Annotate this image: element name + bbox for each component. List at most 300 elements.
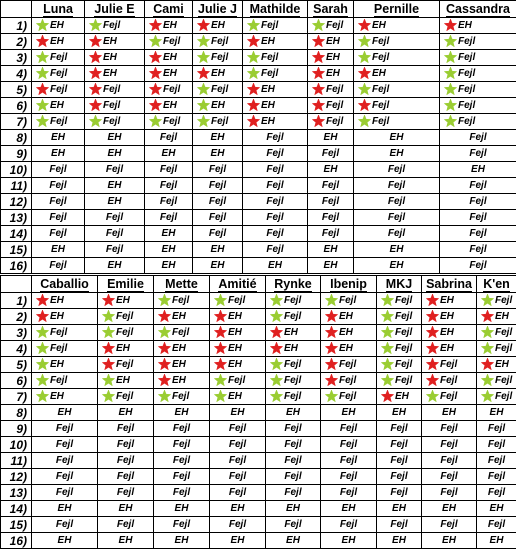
result-cell xyxy=(85,242,145,258)
row-number: 2) xyxy=(1,309,32,325)
column-header xyxy=(266,276,321,293)
result-cell xyxy=(145,162,193,178)
result-cell xyxy=(321,437,377,453)
green-star-icon xyxy=(102,374,115,387)
result-label: EH xyxy=(107,259,122,271)
corner-cell xyxy=(1,1,32,18)
red-star-icon xyxy=(149,51,162,64)
result-cell xyxy=(377,325,422,341)
result-cell xyxy=(32,533,98,549)
result-cell xyxy=(145,98,193,114)
result-cell xyxy=(154,453,210,469)
result-cell xyxy=(440,66,516,82)
result-cell xyxy=(377,517,422,533)
result-cell xyxy=(32,242,85,258)
table-row xyxy=(1,226,516,242)
row-number: 1) xyxy=(1,18,32,34)
result-cell xyxy=(308,242,354,258)
result-label: Fejl xyxy=(172,470,191,482)
red-star-icon xyxy=(358,19,371,32)
result-cell xyxy=(440,162,516,178)
result-label: EH xyxy=(284,343,298,354)
result-cell xyxy=(422,389,477,405)
result-label: Fejl xyxy=(116,359,134,370)
result-label: EH xyxy=(341,406,356,418)
result-cell xyxy=(266,421,321,437)
green-star-icon xyxy=(197,51,210,64)
result-cell xyxy=(477,453,516,469)
red-star-icon xyxy=(312,35,325,48)
results-table-1 xyxy=(0,0,516,274)
green-star-icon xyxy=(381,310,394,323)
result-cell xyxy=(154,389,210,405)
result-cell xyxy=(145,146,193,162)
result-cell xyxy=(321,453,377,469)
result-label: Fejl xyxy=(440,518,458,530)
result-cell xyxy=(243,258,308,274)
table-row xyxy=(1,389,516,405)
result-label: EH xyxy=(161,243,176,255)
result-label: Fejl xyxy=(159,195,178,207)
result-label: Fejl xyxy=(211,116,229,127)
green-star-icon xyxy=(270,374,283,387)
result-label: EH xyxy=(230,502,245,514)
green-star-icon xyxy=(89,19,102,32)
result-label: Fejl xyxy=(387,211,406,223)
result-label: Fejl xyxy=(395,375,413,386)
row-number: 3) xyxy=(1,50,32,66)
result-label: EH xyxy=(50,100,64,111)
result-cell xyxy=(193,130,243,146)
result-cell xyxy=(308,258,354,274)
result-label: Fejl xyxy=(50,68,68,79)
result-label: Fejl xyxy=(266,195,284,207)
result-label: Fejl xyxy=(339,454,358,466)
result-cell xyxy=(32,66,85,82)
result-label: Fejl xyxy=(163,36,181,47)
row-number: 14) xyxy=(1,501,32,517)
result-label: EH xyxy=(323,243,338,255)
result-label: EH xyxy=(107,195,122,207)
green-star-icon xyxy=(358,51,371,64)
red-star-icon xyxy=(444,19,457,32)
result-cell xyxy=(193,194,243,210)
result-cell xyxy=(210,341,266,357)
red-star-icon xyxy=(158,358,171,371)
result-cell xyxy=(98,485,154,501)
result-label: EH xyxy=(389,243,404,255)
result-cell xyxy=(98,421,154,437)
table-row xyxy=(1,66,516,82)
result-cell xyxy=(354,66,440,82)
result-label: Fejl xyxy=(50,375,68,386)
red-star-icon xyxy=(312,51,325,64)
result-cell xyxy=(321,389,377,405)
green-star-icon xyxy=(444,51,457,64)
result-label: EH xyxy=(339,311,353,322)
result-label: EH xyxy=(163,20,177,31)
result-cell xyxy=(243,50,308,66)
green-star-icon xyxy=(36,115,49,128)
result-cell xyxy=(210,485,266,501)
result-label: Fejl xyxy=(284,422,302,434)
result-cell xyxy=(154,437,210,453)
red-star-icon xyxy=(426,294,439,307)
green-star-icon xyxy=(444,99,457,112)
result-label: EH xyxy=(107,179,122,191)
result-label: EH xyxy=(395,391,409,402)
result-cell xyxy=(440,98,516,114)
result-cell xyxy=(210,405,266,421)
result-cell xyxy=(98,405,154,421)
result-cell xyxy=(321,373,377,389)
result-label: EH xyxy=(50,391,64,402)
result-label: EH xyxy=(442,406,456,418)
result-label: Fejl xyxy=(440,359,458,370)
result-cell xyxy=(321,533,377,549)
red-star-icon xyxy=(426,310,439,323)
green-star-icon xyxy=(481,342,494,355)
column-header xyxy=(154,276,210,293)
result-cell xyxy=(422,309,477,325)
result-label: Fejl xyxy=(458,100,476,111)
result-label: Fejl xyxy=(172,391,190,402)
green-star-icon xyxy=(36,99,49,112)
result-cell xyxy=(266,533,321,549)
table-row xyxy=(1,114,516,130)
table-row xyxy=(1,98,516,114)
result-label: Fejl xyxy=(266,243,284,255)
result-label: EH xyxy=(116,343,130,354)
result-cell xyxy=(145,130,193,146)
result-label: Fejl xyxy=(487,518,506,530)
result-label: Fejl xyxy=(103,84,121,95)
result-cell xyxy=(32,357,98,373)
green-star-icon xyxy=(36,358,49,371)
result-label: Fejl xyxy=(163,116,181,127)
result-cell xyxy=(193,34,243,50)
result-cell xyxy=(32,373,98,389)
result-label: Fejl xyxy=(469,179,487,191)
red-star-icon xyxy=(481,310,494,323)
result-label: Fejl xyxy=(390,518,408,530)
table-row xyxy=(1,18,516,34)
result-label: EH xyxy=(392,502,406,514)
result-label: EH xyxy=(339,343,353,354)
result-cell xyxy=(32,517,98,533)
result-cell xyxy=(243,242,308,258)
result-cell xyxy=(243,114,308,130)
participant-name: Luna xyxy=(43,1,73,16)
result-label: Fejl xyxy=(261,20,279,31)
red-star-icon xyxy=(102,342,115,355)
green-star-icon xyxy=(197,83,210,96)
result-label: EH xyxy=(261,100,275,111)
result-cell xyxy=(266,517,321,533)
result-cell xyxy=(422,469,477,485)
result-cell xyxy=(243,130,308,146)
result-cell xyxy=(32,309,98,325)
result-cell xyxy=(266,501,321,517)
result-label: Fejl xyxy=(116,438,135,450)
result-cell xyxy=(32,178,85,194)
column-header xyxy=(477,276,516,293)
table-row xyxy=(1,453,516,469)
result-label: Fejl xyxy=(228,454,247,466)
result-cell xyxy=(32,210,85,226)
results-table-2 xyxy=(0,275,516,549)
result-cell xyxy=(308,210,354,226)
result-cell xyxy=(354,194,440,210)
table-row xyxy=(1,405,516,421)
result-cell xyxy=(422,293,477,309)
red-star-icon xyxy=(312,115,325,128)
result-cell xyxy=(98,517,154,533)
green-star-icon xyxy=(214,374,227,387)
result-label: EH xyxy=(392,406,406,418)
red-star-icon xyxy=(89,35,102,48)
result-cell xyxy=(243,162,308,178)
green-star-icon xyxy=(270,310,283,323)
result-label: Fejl xyxy=(50,343,68,354)
participant-name: Mathilde xyxy=(249,1,301,16)
table-row xyxy=(1,130,516,146)
result-label: Fejl xyxy=(395,343,413,354)
participant-name: Sarah xyxy=(313,1,348,16)
result-cell xyxy=(377,485,422,501)
result-cell xyxy=(440,226,516,242)
row-number: 4) xyxy=(1,341,32,357)
result-label: Fejl xyxy=(49,259,67,271)
result-cell xyxy=(154,357,210,373)
result-cell xyxy=(422,325,477,341)
row-number: 16) xyxy=(1,533,32,549)
row-number: 12) xyxy=(1,469,32,485)
row-number: 13) xyxy=(1,485,32,501)
green-star-icon xyxy=(481,390,494,403)
result-label: Fejl xyxy=(326,20,344,31)
result-label: Fejl xyxy=(105,243,124,255)
result-label: Fejl xyxy=(469,243,487,255)
result-label: Fejl xyxy=(390,470,408,482)
table-row xyxy=(1,146,516,162)
result-cell xyxy=(440,34,516,50)
result-cell xyxy=(32,130,85,146)
result-cell xyxy=(210,389,266,405)
result-cell xyxy=(354,18,440,34)
result-cell xyxy=(321,485,377,501)
result-label: Fejl xyxy=(172,486,191,498)
red-star-icon xyxy=(149,19,162,32)
row-number: 9) xyxy=(1,146,32,162)
participant-name: Ibenip xyxy=(330,276,367,291)
result-label: Fejl xyxy=(321,211,340,223)
result-label: Fejl xyxy=(321,227,340,239)
participant-name: Cassandra xyxy=(446,1,510,16)
red-star-icon xyxy=(381,390,394,403)
result-label: Fejl xyxy=(266,131,284,143)
green-star-icon xyxy=(312,19,325,32)
result-label: Fejl xyxy=(284,375,302,386)
result-label: Fejl xyxy=(55,422,74,434)
result-label: Fejl xyxy=(339,438,358,450)
result-cell xyxy=(321,357,377,373)
result-label: Fejl xyxy=(339,470,358,482)
result-label: Fejl xyxy=(105,211,124,223)
result-label: EH xyxy=(228,343,242,354)
result-label: EH xyxy=(50,36,64,47)
result-label: EH xyxy=(286,502,300,514)
result-label: Fejl xyxy=(495,343,513,354)
result-cell xyxy=(32,162,85,178)
participant-name: Julie E xyxy=(94,1,135,16)
result-cell xyxy=(243,66,308,82)
red-star-icon xyxy=(270,326,283,339)
red-star-icon xyxy=(214,326,227,339)
result-label: EH xyxy=(326,68,340,79)
red-star-icon xyxy=(325,326,338,339)
red-star-icon xyxy=(36,35,49,48)
red-star-icon xyxy=(325,310,338,323)
result-cell xyxy=(85,258,145,274)
result-label: Fejl xyxy=(159,131,178,143)
column-header xyxy=(377,276,422,293)
result-label: Fejl xyxy=(390,422,408,434)
result-cell xyxy=(32,325,98,341)
result-cell xyxy=(308,226,354,242)
result-cell xyxy=(210,437,266,453)
result-cell xyxy=(477,469,516,485)
result-cell xyxy=(154,405,210,421)
table-row xyxy=(1,421,516,437)
result-cell xyxy=(193,98,243,114)
result-cell xyxy=(266,341,321,357)
result-label: Fejl xyxy=(387,195,406,207)
row-number: 15) xyxy=(1,517,32,533)
result-cell xyxy=(321,501,377,517)
result-label: Fejl xyxy=(495,375,513,386)
green-star-icon xyxy=(358,115,371,128)
green-star-icon xyxy=(325,294,338,307)
result-label: Fejl xyxy=(228,470,247,482)
result-cell xyxy=(266,293,321,309)
result-cell xyxy=(308,162,354,178)
red-star-icon xyxy=(247,99,260,112)
table-row xyxy=(1,501,516,517)
header-row xyxy=(1,276,516,293)
result-cell xyxy=(308,18,354,34)
result-label: EH xyxy=(210,131,225,143)
green-star-icon xyxy=(197,115,210,128)
result-cell xyxy=(354,226,440,242)
result-label: Fejl xyxy=(487,470,506,482)
row-number: 14) xyxy=(1,226,32,242)
result-cell xyxy=(440,242,516,258)
table-row xyxy=(1,242,516,258)
result-cell xyxy=(85,98,145,114)
result-label: EH xyxy=(261,36,275,47)
corner-cell xyxy=(1,276,32,293)
result-cell xyxy=(98,341,154,357)
result-label: Fejl xyxy=(116,470,135,482)
result-label: Fejl xyxy=(103,20,121,31)
result-label: Fejl xyxy=(103,116,121,127)
red-star-icon xyxy=(158,374,171,387)
result-label: EH xyxy=(172,359,186,370)
result-cell xyxy=(85,34,145,50)
result-label: Fejl xyxy=(284,311,302,322)
result-label: EH xyxy=(51,147,65,159)
participant-name: Caballio xyxy=(40,276,89,291)
result-cell xyxy=(440,178,516,194)
result-cell xyxy=(98,389,154,405)
red-star-icon xyxy=(158,342,171,355)
result-cell xyxy=(266,357,321,373)
result-cell xyxy=(98,533,154,549)
row-number: 8) xyxy=(1,130,32,146)
result-label: Fejl xyxy=(261,52,279,63)
result-cell xyxy=(32,82,85,98)
result-label: Fejl xyxy=(469,259,487,271)
result-label: Fejl xyxy=(326,84,344,95)
green-star-icon xyxy=(36,51,49,64)
result-label: Fejl xyxy=(116,486,135,498)
result-label: Fejl xyxy=(116,327,134,338)
result-cell xyxy=(377,357,422,373)
table-row xyxy=(1,373,516,389)
result-cell xyxy=(193,178,243,194)
result-cell xyxy=(85,226,145,242)
column-header xyxy=(32,276,98,293)
result-cell xyxy=(377,341,422,357)
red-star-icon xyxy=(426,342,439,355)
result-label: EH xyxy=(50,311,64,322)
result-cell xyxy=(210,469,266,485)
result-label: Fejl xyxy=(284,518,302,530)
result-cell xyxy=(308,82,354,98)
result-cell xyxy=(85,178,145,194)
result-label: EH xyxy=(323,131,338,143)
result-cell xyxy=(154,341,210,357)
result-cell xyxy=(377,533,422,549)
participant-name: Cami xyxy=(153,1,184,16)
result-cell xyxy=(98,373,154,389)
result-label: EH xyxy=(440,295,454,306)
result-label: Fejl xyxy=(284,454,302,466)
red-star-icon xyxy=(214,310,227,323)
result-label: Fejl xyxy=(208,179,227,191)
result-cell xyxy=(440,258,516,274)
result-cell xyxy=(477,437,516,453)
result-label: Fejl xyxy=(395,327,413,338)
result-label: EH xyxy=(392,534,406,546)
result-label: Fejl xyxy=(228,518,247,530)
result-label: EH xyxy=(284,327,298,338)
table-row xyxy=(1,210,516,226)
result-cell xyxy=(321,517,377,533)
result-cell xyxy=(193,242,243,258)
result-cell xyxy=(32,293,98,309)
result-label: Fejl xyxy=(387,163,406,175)
column-header xyxy=(354,1,440,18)
participant-name: Rynke xyxy=(274,276,312,291)
result-label: EH xyxy=(228,311,242,322)
result-label: Fejl xyxy=(495,327,513,338)
green-star-icon xyxy=(197,35,210,48)
result-cell xyxy=(210,501,266,517)
participant-name: Sabrina xyxy=(426,276,472,291)
result-cell xyxy=(377,373,422,389)
